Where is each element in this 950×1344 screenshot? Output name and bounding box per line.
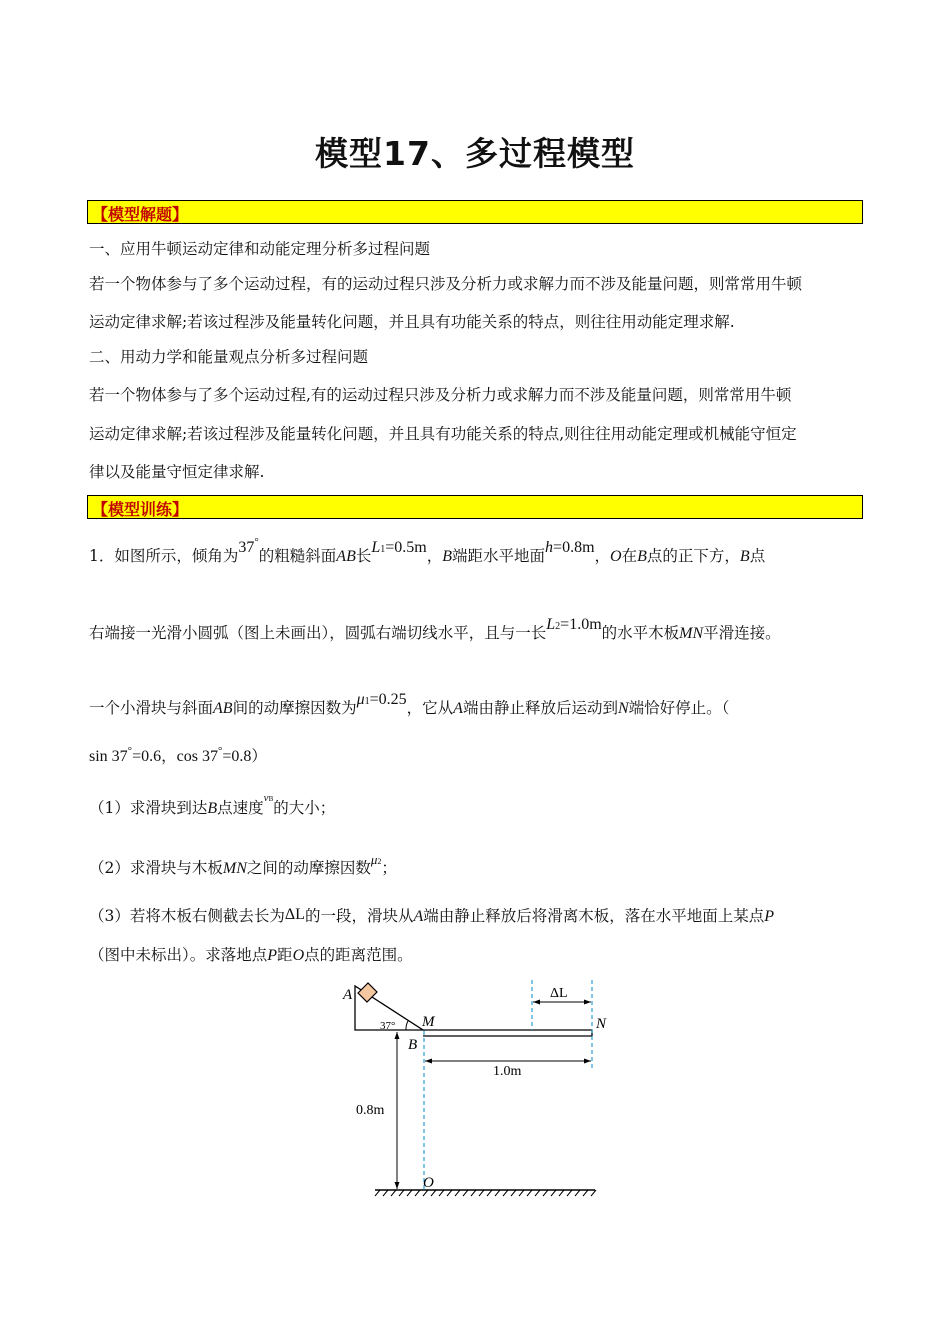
- page-title: 模型17、多过程模型: [315, 134, 635, 173]
- problem-line-1: 1．如图所示，倾角为37°的粗糙斜面AB长L1=0.5m，B端距水平地面h=0.8m，O在B点的正下方，B点: [89, 536, 766, 565]
- question-3-line-1: （3）若将木板右侧截去长为ΔL的一段，滑块从A端由静止释放后将滑离木板，落在水平地面上某点P: [89, 906, 775, 925]
- explain-para-2-line-3: 律以及能量守恒定律求解.: [89, 463, 265, 481]
- label-B: B: [408, 1037, 418, 1053]
- label-length: 1.0m: [493, 1064, 522, 1079]
- label-A: A: [343, 987, 353, 1003]
- ground-hatch: [375, 1190, 596, 1196]
- problem-line-3: 一个小滑块与斜面AB间的动摩擦因数为μ1=0.25，它从A端由静止释放后运动到N端恰好停止。（: [89, 691, 730, 717]
- explain-para-2-line-2: 运动定律求解;若该过程涉及能量转化问题，并且具有功能关系的特点,则往往用动能定理或机械能守恒定: [89, 425, 797, 443]
- label-height: 0.8m: [356, 1103, 385, 1118]
- explain-heading-1: 一、应用牛顿运动定律和动能定理分析多过程问题: [89, 240, 431, 258]
- label-O: O: [423, 1175, 434, 1191]
- explain-heading-2: 二、用动力学和能量观点分析多过程问题: [89, 348, 369, 366]
- section-bar-explain: [87, 200, 863, 224]
- label-N: N: [596, 1016, 607, 1032]
- section-label-train: 【模型训练】: [92, 500, 189, 519]
- label-delta-l: ΔL: [550, 986, 568, 1001]
- label-M: M: [422, 1014, 435, 1030]
- explain-para-2-line-1: 若一个物体参与了多个运动过程,有的运动过程只涉及分析力或求解力而不涉及能量问题，则常常用牛顿: [89, 386, 792, 404]
- problem-figure: [330, 975, 630, 1210]
- section-bar-train: [87, 495, 863, 519]
- question-1: （1）求滑块到达B点速度$^{vB}$的大小；: [89, 792, 336, 817]
- problem-line-2: 右端接一光滑小圆弧（图上未画出），圆弧右端切线水平，且与一长L2=1.0m的水平木板MN平滑连接。: [89, 616, 781, 642]
- angle-arc: [406, 1021, 408, 1030]
- section-label-explain: 【模型解题】: [92, 205, 189, 224]
- question-3-line-2: （图中未标出）。求落地点P距O点的距离范围。: [89, 946, 413, 964]
- explain-para-1-line-2: 运动定律求解;若该过程涉及能量转化问题，并且具有功能关系的特点，则往往用动能定理求解.: [89, 313, 735, 331]
- explain-para-1-line-1: 若一个物体参与了多个运动过程，有的运动过程只涉及分析力或求解力而不涉及能量问题，则常常用牛顿: [89, 275, 803, 293]
- problem-line-4: sin 37°=0.6，cos 37°=0.8）: [89, 745, 267, 765]
- label-angle: 37°: [380, 1020, 396, 1032]
- question-2: （2）求滑块与木板MN之间的动摩擦因数$^{\mu 2}$；: [89, 852, 397, 877]
